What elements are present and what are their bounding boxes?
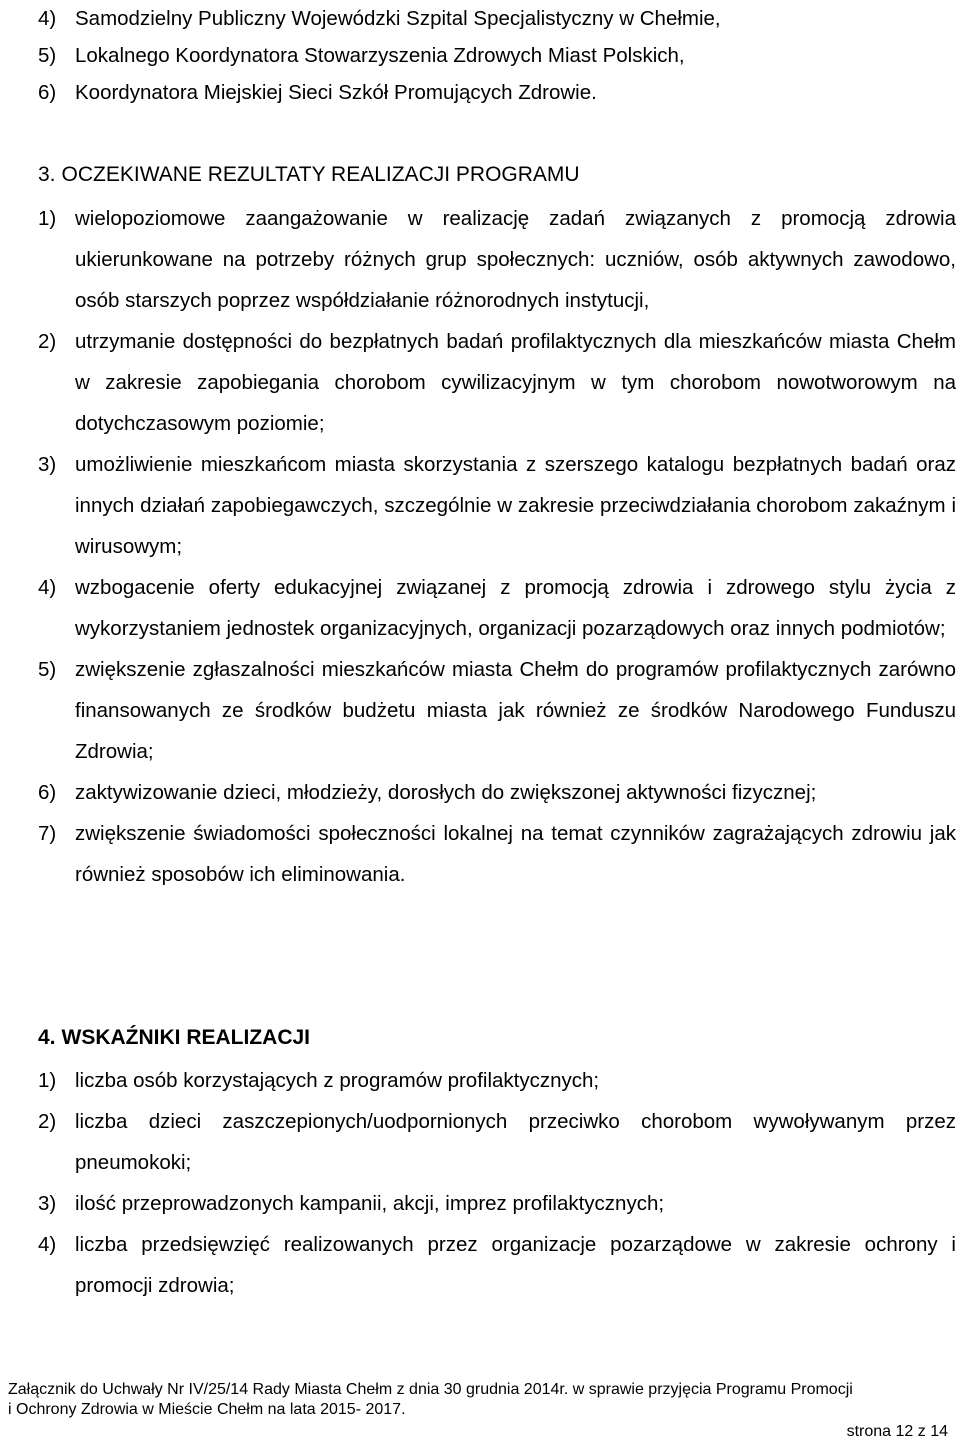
item-text: Samodzielny Publiczny Wojewódzki Szpital Specjalistyczny w Chełmie, [75,7,721,30]
section-title: WSKAŹNIKI REALIZACJI [61,1026,311,1049]
item-number: 2) [38,1110,57,1133]
item-text: zwiększenie świadomości społeczności lokalnej na temat czynników zagrażających zdrowiu jak również sposobów ich eliminowania. [75,822,956,886]
list-item [0,772,960,813]
item-text: Lokalnego Koordynatora Stowarzyszenia Zdrowych Miast Polskich, [75,44,685,67]
list-item [0,1060,960,1101]
item-number: 6) [38,781,57,804]
item-text: wzbogacenie oferty edukacyjnej związanej z promocją zdrowia i zdrowego stylu życia z wykorzystaniem jednostek organizacyjnych, organizacji pozarządowych oraz innych podmiotów; [75,576,956,640]
item-number: 2) [38,330,57,353]
list-item [0,1224,960,1306]
item-number: 3) [38,1192,57,1215]
section-number: 4. [38,1026,56,1049]
list-item [0,198,960,321]
item-text: liczba przedsięwzięć realizowanych przez organizacje pozarządowe w zakresie ochrony i promocji zdrowia; [75,1233,956,1297]
item-number: 5) [38,658,57,681]
section-3-heading [38,160,580,190]
item-text: zaktywizowanie dzieci, młodzieży, dorosłych do zwiększonej aktywności fizycznej; [75,781,817,804]
item-text: zwiększenie zgłaszalności mieszkańców miasta Chełm do programów profilaktycznych zarówno finansowanych ze środków budżetu miasta jak również ze środków Narodowego Funduszu Zdrowia; [75,658,956,763]
indicators-list [0,1060,960,1306]
list-item [0,1101,960,1183]
footer-attachment-line-1: Załącznik do Uchwały Nr IV/25/14 Rady Miasta Chełm z dnia 30 grudnia 2014r. w sprawie przyjęcia Programu Promocji [8,1381,853,1398]
list-item [0,1183,960,1224]
page-footer [0,1380,960,1440]
item-text: utrzymanie dostępności do bezpłatnych badań profilaktycznych dla mieszkańców miasta Chełm w zakresie zapobiegania chorobom cywilizacyjnym w tym chorobom nowotworowym na dotychczasowym poziomie; [75,330,956,435]
list-item [0,74,960,111]
list-item [0,0,960,37]
list-item [0,567,960,649]
list-item [0,444,960,567]
list-item [0,813,960,895]
list-item [0,649,960,772]
item-number: 4) [38,7,57,30]
item-number: 1) [38,1069,57,1092]
item-number: 1) [38,207,57,230]
section-title: OCZEKIWANE REZULTATY REALIZACJI PROGRAMU [61,163,580,186]
item-number: 4) [38,576,57,599]
page-number: strona 12 z 14 [846,1423,948,1440]
item-number: 6) [38,81,57,104]
item-text: liczba osób korzystających z programów profilaktycznych; [75,1069,600,1092]
item-text: liczba dzieci zaszczepionych/uodpornionych przeciwko chorobom wywoływanym przez pneumokoki; [75,1110,956,1174]
list-item [0,321,960,444]
item-text: wielopoziomowe zaangażowanie w realizację zadań związanych z promocją zdrowia ukierunkowane na potrzeby różnych grup społecznych: uczniów, osób aktywnych zawodowo, osób starszych poprzez współdziałanie różnorodnych instytucji, [75,207,956,312]
item-text: Koordynatora Miejskiej Sieci Szkół Promujących Zdrowie. [75,81,597,104]
item-text: umożliwienie mieszkańcom miasta skorzystania z szerszego katalogu bezpłatnych badań oraz innych działań zapobiegawczych, szczególnie w zakresie przeciwdziałania chorobom zakaźnym i wirusowym; [75,453,956,558]
item-number: 7) [38,822,57,845]
section-4-heading [38,1023,310,1053]
expected-results-list [0,198,960,895]
item-number: 5) [38,44,57,67]
footer-attachment-line-2: i Ochrony Zdrowia w Mieście Chełm na lata 2015- 2017. [8,1401,406,1418]
item-text: ilość przeprowadzonych kampanii, akcji, imprez profilaktycznych; [75,1192,665,1215]
item-number: 4) [38,1233,57,1256]
list-item [0,37,960,74]
item-number: 3) [38,453,57,476]
intro-list [0,0,960,111]
section-number: 3. [38,163,56,186]
